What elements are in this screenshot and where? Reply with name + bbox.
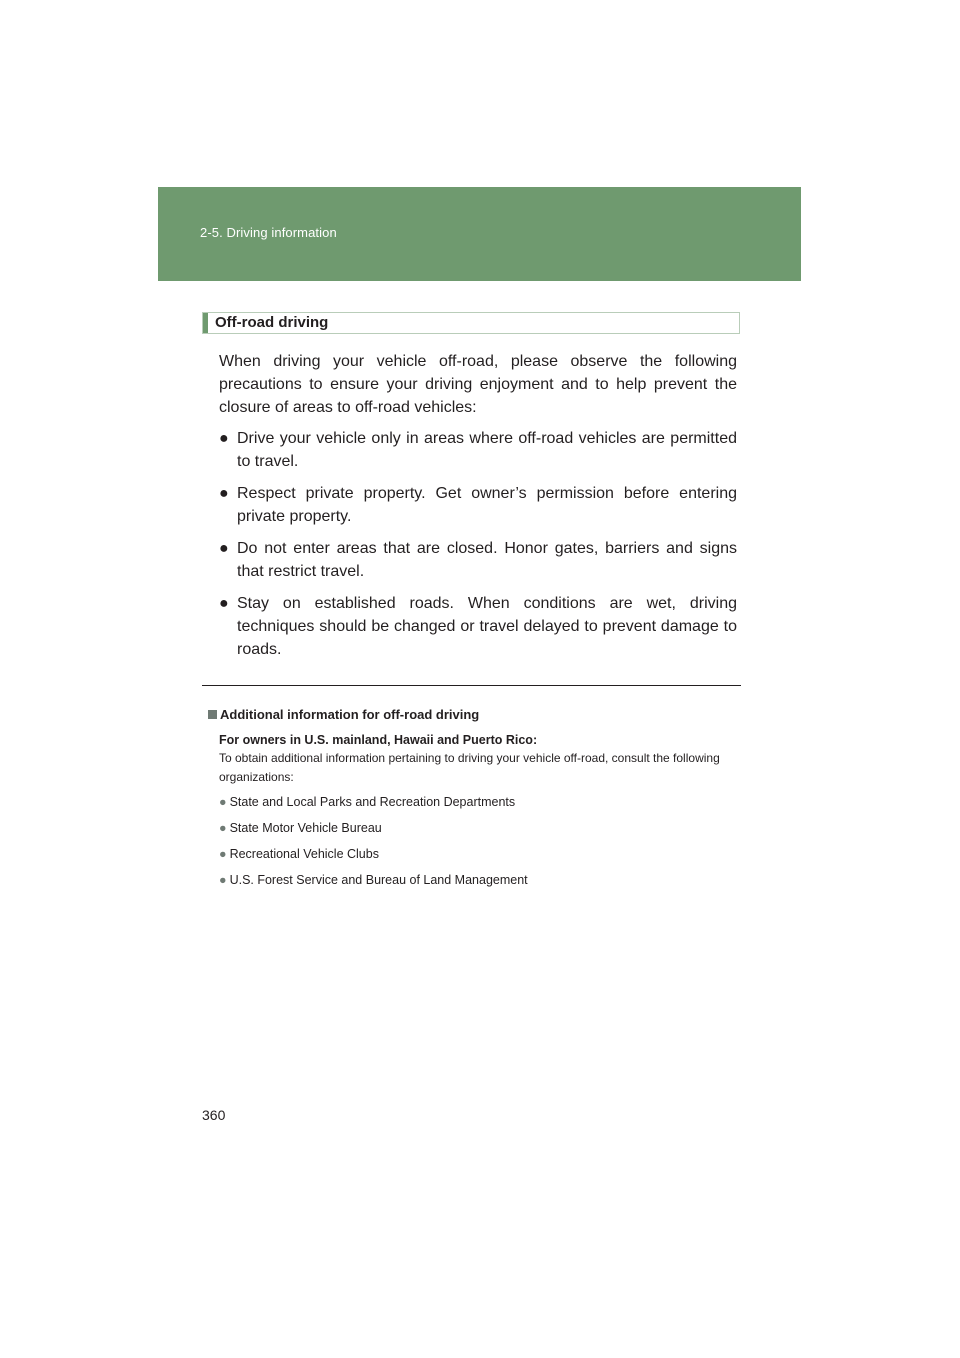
list-item [219,871,738,890]
heading-accent [203,313,208,333]
list-item [219,482,737,528]
list-item-text: U.S. Forest Service and Bureau of Land Management [229,873,528,887]
list-item-text: Respect private property. Get owner’s permission before entering private property. [237,485,737,525]
bullet-icon: ● [219,540,229,557]
bullet-icon: ● [219,795,227,809]
list-item-text: State and Local Parks and Recreation Departments [229,795,516,809]
bullet-icon: ● [219,821,227,835]
organization-list [219,793,738,890]
header-band [158,187,801,281]
list-item [219,537,737,583]
list-item [219,845,738,864]
list-item [219,793,738,812]
section-heading-bar [202,312,740,334]
list-item [219,427,737,473]
square-marker-icon [208,710,217,719]
list-item-text: Stay on established roads. When conditions are wet, driving techniques should be changed or travel delayed to prevent damage to roads. [237,595,737,658]
bullet-icon: ● [219,430,229,447]
list-item-text: Do not enter areas that are closed. Honor gates, barriers and signs that restrict travel. [237,540,737,580]
note-subheading: For owners in U.S. mainland, Hawaii and Puerto Rico: [219,733,538,747]
bullet-icon: ● [219,847,227,861]
list-item-text: Drive your vehicle only in areas where off-road vehicles are permitted to travel. [237,430,737,470]
bullet-icon: ● [219,485,229,502]
page-number: 360 [202,1107,226,1123]
bullet-icon: ● [219,873,227,887]
section-divider [202,685,741,686]
bullet-icon: ● [219,595,229,612]
note-heading: Additional information for off-road driving [220,707,480,722]
note-body: To obtain additional information pertaining to driving your vehicle off-road, consult the following organizations: [219,751,720,784]
note-block [208,705,738,897]
note-heading-row [208,705,738,725]
list-item-text: State Motor Vehicle Bureau [229,821,382,835]
list-item-text: Recreational Vehicle Clubs [229,847,379,861]
section-heading: Off-road driving [215,314,329,331]
intro-paragraph: When driving your vehicle off-road, please observe the following precautions to ensure your driving enjoyment and to help prevent the closure of areas to off-road vehicles: [219,353,737,416]
precaution-list [219,427,737,670]
list-item [219,819,738,838]
section-label: 2-5. Driving information [200,225,337,240]
list-item [219,592,737,661]
